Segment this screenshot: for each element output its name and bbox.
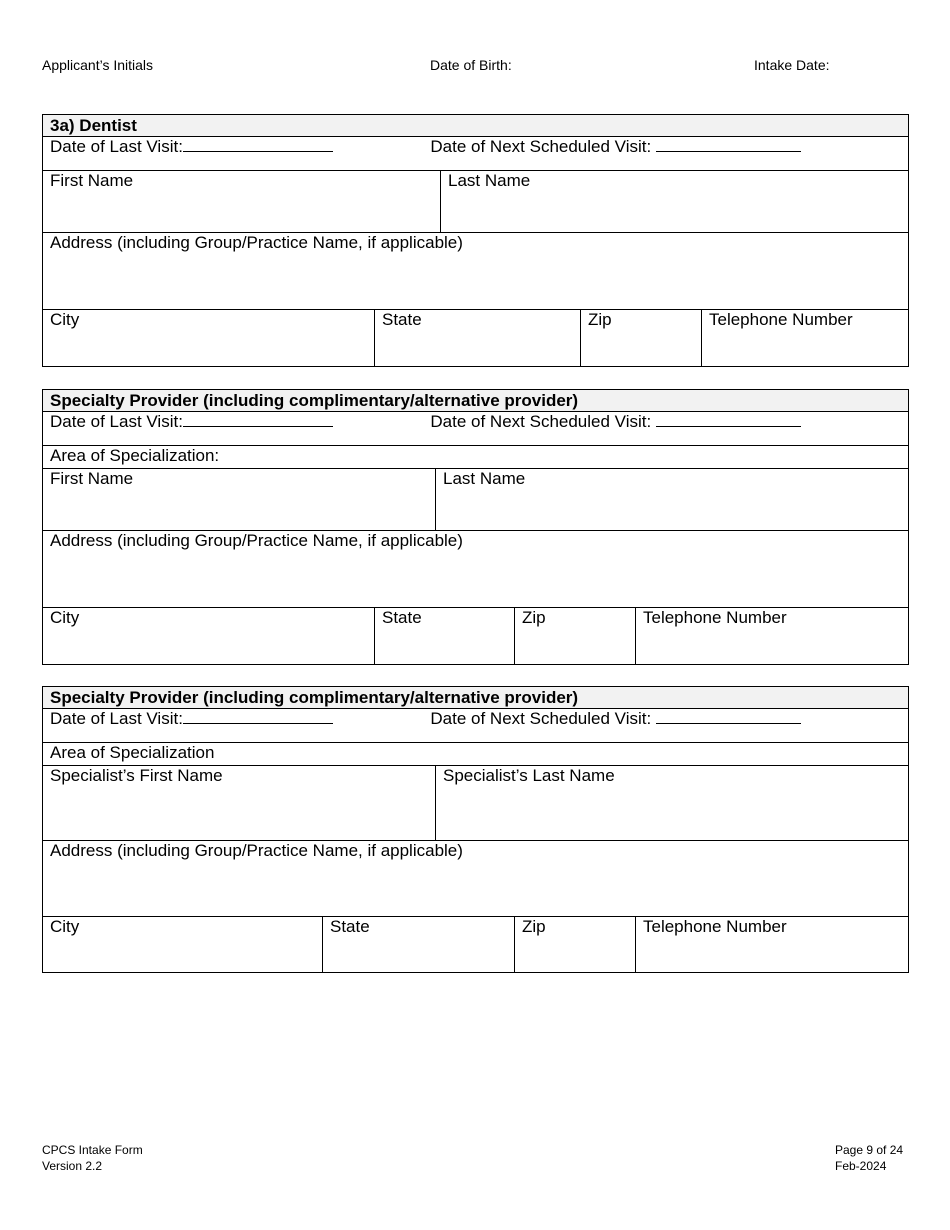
area-of-specialization-field[interactable] (43, 446, 909, 469)
first-name-field[interactable] (43, 469, 436, 531)
telephone-label: Telephone Number (709, 310, 853, 329)
telephone-field[interactable] (702, 310, 909, 367)
telephone-label: Telephone Number (643, 608, 787, 627)
first-name-field[interactable] (43, 766, 436, 841)
next-visit-label: Date of Next Scheduled Visit: (430, 709, 652, 728)
last-visit-field[interactable] (183, 414, 333, 427)
specialty-2-title: Specialty Provider (including complimentary/alternative provider) (43, 687, 909, 709)
area-of-specialization-label: Area of Specialization: (50, 446, 220, 465)
dentist-section (42, 114, 908, 367)
address-label: Address (including Group/Practice Name, if applicable) (50, 233, 463, 252)
state-field[interactable] (375, 310, 581, 367)
city-label: City (50, 917, 80, 936)
last-name-field[interactable] (436, 766, 909, 841)
telephone-label: Telephone Number (643, 917, 787, 936)
last-name-label: Last Name (443, 469, 526, 488)
state-field[interactable] (323, 917, 515, 973)
footer-left (42, 1142, 143, 1174)
address-label: Address (including Group/Practice Name, if applicable) (50, 841, 463, 860)
last-name-label: Last Name (448, 171, 531, 190)
zip-label: Zip (588, 310, 612, 329)
specialty-provider-section-1 (42, 389, 908, 665)
city-field[interactable] (43, 917, 323, 973)
footer-right (835, 1142, 903, 1174)
state-label: State (382, 310, 422, 329)
form-name: CPCS Intake Form (42, 1143, 143, 1157)
last-visit-label: Date of Last Visit: (50, 709, 183, 728)
page-number: Page 9 of 24 (835, 1143, 904, 1157)
first-name-field[interactable] (43, 171, 441, 233)
next-visit-label: Date of Next Scheduled Visit: (430, 137, 652, 156)
area-of-specialization-label: Area of Specialization (50, 743, 215, 762)
zip-field[interactable] (515, 917, 636, 973)
date-of-birth-label: Date of Birth: (430, 57, 512, 73)
last-name-label: Specialist’s Last Name (443, 766, 615, 785)
address-label: Address (including Group/Practice Name, if applicable) (50, 531, 463, 550)
address-field[interactable] (43, 531, 909, 608)
last-name-field[interactable] (441, 171, 909, 233)
zip-field[interactable] (581, 310, 702, 367)
last-name-field[interactable] (436, 469, 909, 531)
last-visit-label: Date of Last Visit: (50, 137, 183, 156)
intake-date-label: Intake Date: (754, 57, 830, 73)
first-name-label: First Name (50, 469, 134, 488)
first-name-label: First Name (50, 171, 134, 190)
next-visit-label: Date of Next Scheduled Visit: (430, 412, 652, 431)
specialty-provider-section-2 (42, 686, 908, 973)
zip-label: Zip (522, 917, 546, 936)
address-field[interactable] (43, 233, 909, 310)
applicant-initials-label: Applicant’s Initials (42, 57, 154, 73)
specialty-1-title: Specialty Provider (including complimentary/alternative provider) (43, 390, 909, 412)
zip-field[interactable] (515, 608, 636, 665)
city-field[interactable] (43, 310, 375, 367)
dentist-title: 3a) Dentist (43, 115, 909, 137)
state-label: State (382, 608, 422, 627)
last-visit-label: Date of Last Visit: (50, 412, 183, 431)
telephone-field[interactable] (636, 917, 909, 973)
form-version: Version 2.2 (42, 1159, 103, 1173)
city-label: City (50, 608, 80, 627)
address-field[interactable] (43, 841, 909, 917)
city-label: City (50, 310, 80, 329)
telephone-field[interactable] (636, 608, 909, 665)
next-visit-field[interactable] (656, 711, 801, 724)
area-of-specialization-field[interactable] (43, 743, 909, 766)
state-label: State (330, 917, 370, 936)
next-visit-field[interactable] (656, 139, 801, 152)
next-visit-field[interactable] (656, 414, 801, 427)
first-name-label: Specialist’s First Name (50, 766, 223, 785)
state-field[interactable] (375, 608, 515, 665)
last-visit-field[interactable] (183, 711, 333, 724)
form-date: Feb-2024 (835, 1159, 887, 1173)
zip-label: Zip (522, 608, 546, 627)
city-field[interactable] (43, 608, 375, 665)
last-visit-field[interactable] (183, 139, 333, 152)
